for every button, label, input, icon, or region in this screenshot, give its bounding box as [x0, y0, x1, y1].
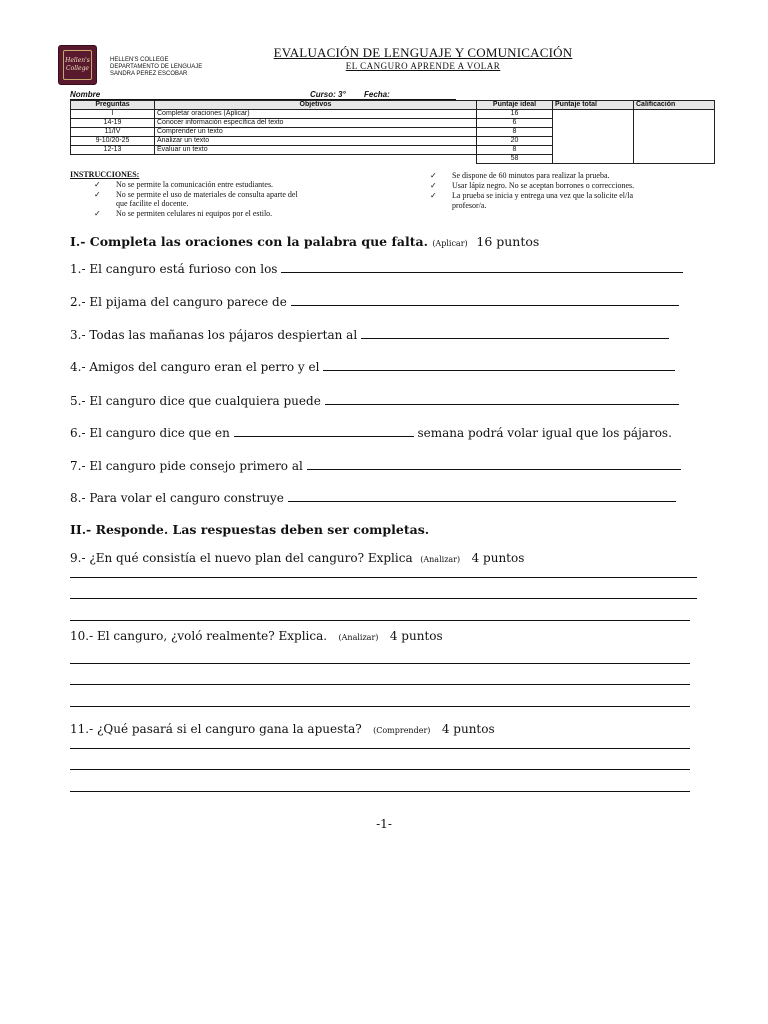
- question-text: 9.- ¿En qué consistía el nuevo plan del canguro? Explica: [70, 551, 413, 565]
- section-1-heading: [70, 234, 539, 249]
- question-text: 10.- El canguro, ¿voló realmente? Explica.: [70, 629, 328, 643]
- instruction-text: No se permite el uso de materiales de consulta aparte del: [116, 190, 298, 199]
- question-6: [70, 426, 672, 440]
- header-preguntas: Preguntas: [71, 101, 155, 110]
- instructions-heading: INSTRUCCIONES:: [70, 170, 140, 179]
- checkmark-icon: ✓: [430, 171, 437, 180]
- answer-line[interactable]: [70, 769, 690, 770]
- answer-line[interactable]: [70, 791, 690, 792]
- section-1-skill: (Aplicar): [432, 239, 468, 248]
- answer-blank[interactable]: [234, 426, 414, 437]
- cell-objetivo: Analizar un texto: [155, 137, 477, 146]
- logo-text-line-2: College: [66, 65, 89, 72]
- date-field[interactable]: [364, 90, 456, 100]
- cell-preguntas: I: [71, 110, 155, 119]
- answer-line[interactable]: [70, 663, 690, 664]
- name-field[interactable]: [70, 90, 310, 100]
- page-number: -1-: [376, 817, 392, 831]
- cell-puntaje: 8: [477, 128, 553, 137]
- section-1-title: I.- Completa las oraciones con la palabra que falta.: [70, 234, 428, 249]
- section-2-heading: II.- Responde. Las respuestas deben ser completas.: [70, 522, 430, 537]
- question-4: [70, 360, 675, 374]
- question-text: 4.- Amigos del canguro eran el perro y el: [70, 360, 320, 374]
- answer-blank[interactable]: [325, 394, 679, 405]
- header-puntaje-total: Puntaje total: [553, 101, 634, 110]
- logo-text-line-1: Hellen's: [65, 57, 90, 64]
- question-text: 7.- El canguro pide consejo primero al: [70, 459, 303, 473]
- cell-puntaje: 20: [477, 137, 553, 146]
- answer-blank[interactable]: [361, 328, 669, 339]
- course-label: Curso: 3°: [310, 90, 346, 99]
- instruction-text: Usar lápiz negro. No se aceptan borrones o correcciones.: [452, 181, 635, 190]
- checkmark-icon: ✓: [430, 181, 437, 190]
- document-title: EVALUACIÓN DE LENGUAJE Y COMUNICACIÓN: [273, 45, 573, 60]
- table-header-row: [71, 101, 715, 110]
- answer-blank[interactable]: [307, 459, 681, 470]
- department-name: DEPARTAMENTO DE LENGUAJE: [110, 64, 203, 70]
- answer-line[interactable]: [70, 684, 690, 685]
- question-skill: (Comprender): [373, 726, 431, 735]
- question-points: 4 puntos: [471, 551, 525, 565]
- answer-line[interactable]: [70, 620, 690, 621]
- table-row: [71, 110, 715, 119]
- question-text: 1.- El canguro está furioso con los: [70, 262, 278, 276]
- cell-preguntas: 14-19: [71, 119, 155, 128]
- question-text: 8.- Para volar el canguro construye: [70, 491, 284, 505]
- cell-objetivo: Evaluar un texto: [155, 146, 477, 155]
- instruction-text: La prueba se inicia y entrega una vez que la solicite el/la: [452, 191, 634, 200]
- question-2: [70, 295, 679, 309]
- question-5: [70, 394, 679, 408]
- question-text: 11.- ¿Qué pasará si el canguro gana la apuesta?: [70, 722, 362, 736]
- instruction-item: [430, 191, 634, 200]
- question-text-after: semana podrá volar igual que los pájaros.: [417, 426, 672, 440]
- answer-line[interactable]: [70, 706, 690, 707]
- cell-preguntas: 11/IV: [71, 128, 155, 137]
- date-label: Fecha:: [364, 90, 390, 99]
- answer-blank[interactable]: [323, 360, 675, 371]
- checkmark-icon: ✓: [94, 209, 101, 218]
- question-skill: (Analizar): [338, 633, 379, 642]
- question-7: [70, 459, 681, 473]
- name-label: Nombre: [70, 90, 101, 99]
- question-points: 4 puntos: [441, 722, 495, 736]
- question-text: 5.- El canguro dice que cualquiera puede: [70, 394, 321, 408]
- checkmark-icon: ✓: [94, 190, 101, 199]
- document-subtitle: EL CANGURO APRENDE A VOLAR: [345, 61, 501, 71]
- instruction-item: [94, 209, 273, 218]
- question-9: [70, 551, 524, 565]
- school-info: [110, 57, 202, 78]
- instruction-continuation: profesor/a.: [452, 201, 487, 210]
- cell-empty: [71, 155, 155, 164]
- question-text: 6.- El canguro dice que en: [70, 426, 230, 440]
- school-name: HELLEN'S COLLEGE: [110, 57, 169, 63]
- question-10: [70, 629, 443, 643]
- answer-line[interactable]: [70, 748, 690, 749]
- cell-preguntas: 9-10/20-25: [71, 137, 155, 146]
- cell-puntaje: 16: [477, 110, 553, 119]
- answer-line[interactable]: [70, 598, 697, 599]
- question-11: [70, 722, 495, 736]
- header-puntaje-ideal: Puntaje ideal: [477, 101, 553, 110]
- header-calificacion: Calificación: [634, 101, 715, 110]
- instruction-item: [94, 180, 274, 189]
- teacher-name: SANDRA PEREZ ESCOBAR: [110, 71, 188, 77]
- cell-empty: [155, 155, 477, 164]
- checkmark-icon: ✓: [430, 191, 437, 200]
- answer-blank[interactable]: [288, 491, 676, 502]
- answer-blank[interactable]: [291, 295, 679, 306]
- cell-calificacion[interactable]: [634, 110, 715, 164]
- question-3: [70, 328, 669, 342]
- cell-puntaje: 8: [477, 146, 553, 155]
- question-8: [70, 491, 676, 505]
- school-logo: [58, 45, 97, 85]
- course-field[interactable]: [310, 90, 364, 100]
- answer-line[interactable]: [70, 577, 697, 578]
- question-text: 3.- Todas las mañanas los pájaros despiertan al: [70, 328, 358, 342]
- cell-puntaje: 6: [477, 119, 553, 128]
- instruction-text: No se permite la comunicación entre estudiantes.: [116, 180, 274, 189]
- cell-preguntas: 12-13: [71, 146, 155, 155]
- cell-total-puntaje: 58: [477, 155, 553, 164]
- instruction-item: [430, 171, 610, 180]
- instruction-continuation: que facilite el docente.: [116, 199, 189, 208]
- instruction-text: Se dispone de 60 minutos para realizar la prueba.: [452, 171, 610, 180]
- checkmark-icon: ✓: [94, 180, 101, 189]
- instruction-item: [430, 181, 635, 190]
- header-objetivos: Objetivos: [155, 101, 477, 110]
- section-1-points: 16 puntos: [476, 234, 540, 249]
- question-points: 4 puntos: [389, 629, 443, 643]
- answer-blank[interactable]: [281, 262, 683, 273]
- question-text: 2.- El pijama del canguro parece de: [70, 295, 287, 309]
- instruction-item: [94, 190, 298, 199]
- student-info-line: [70, 90, 456, 100]
- question-skill: (Analizar): [420, 555, 461, 564]
- instruction-text: No se permiten celulares ni equipos por el estilo.: [116, 209, 273, 218]
- question-1: [70, 262, 683, 276]
- cell-objetivo: Conocer información específica del texto: [155, 119, 477, 128]
- cell-objetivo: Comprender un texto: [155, 128, 477, 137]
- objectives-table: [70, 100, 715, 164]
- cell-puntaje-total[interactable]: [553, 110, 634, 164]
- cell-objetivo: Completar oraciones (Aplicar): [155, 110, 477, 119]
